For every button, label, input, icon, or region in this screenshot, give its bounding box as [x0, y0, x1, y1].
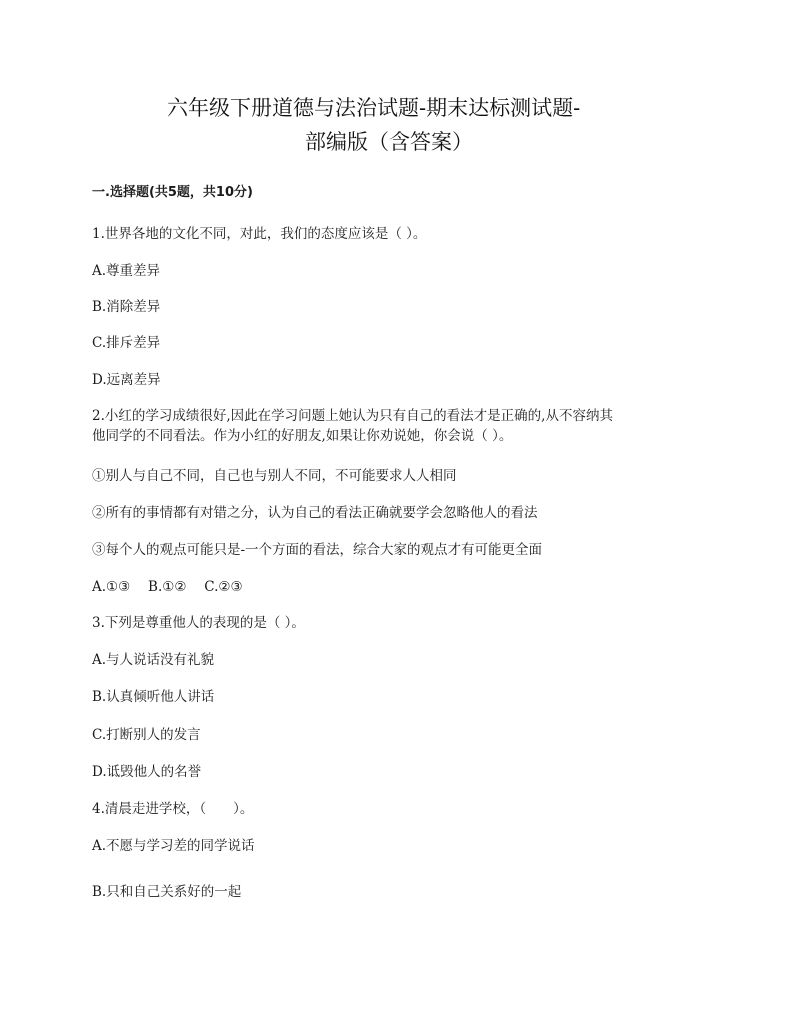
document-title-line-2: 部编版（含答案） — [305, 130, 473, 154]
question-1-stem: 1.世界各地的文化不同，对此，我们的态度应该是（ ）。 — [92, 226, 427, 242]
question-4-stem: 4.清晨走进学校，（ ）。 — [92, 801, 254, 817]
question-4-option-a: A.不愿与学习差的同学说话 — [92, 838, 255, 854]
question-2-stem — [92, 406, 702, 446]
question-2-options: A.①③ B.①② C.②③ — [92, 579, 243, 595]
question-3-stem: 3.下列是尊重他人的表现的是（ ）。 — [92, 615, 305, 631]
question-1-option-d: D.远离差异 — [92, 372, 161, 388]
question-1-option-a: A.尊重差异 — [92, 263, 161, 279]
question-2-stem-line-1: 2.小红的学习成绩很好,因此在学习问题上她认为只有自己的看法才是正确的,从不容纳其 — [92, 408, 613, 424]
question-4-option-b: B.只和自己关系好的一起 — [92, 884, 242, 900]
question-1-option-c: C.排斥差异 — [92, 335, 161, 351]
question-1-option-b: B.消除差异 — [92, 299, 161, 315]
question-2-statement-3: ③每个人的观点可能只是-一个方面的看法，综合大家的观点才有可能更全面 — [92, 542, 543, 558]
question-2-statement-1: ①别人与自己不同，自己也与别人不同，不可能要求人人相同 — [92, 468, 457, 484]
question-3-option-b: B.认真倾听他人讲话 — [92, 689, 215, 705]
question-2-statement-2: ②所有的事情都有对错之分，认为自己的看法正确就要学会忽略他人的看法 — [92, 505, 538, 521]
section-heading: 一.选择题(共5题，共10分) — [92, 185, 253, 200]
question-3-option-c: C.打断别人的发言 — [92, 727, 201, 743]
document-title-line-1: 六年级下册道德与法治试题-期末达标测试题- — [167, 96, 581, 120]
question-3-option-a: A.与人说话没有礼貌 — [92, 652, 215, 668]
question-3-option-d: D.诋毁他人的名誉 — [92, 764, 202, 780]
question-2-stem-line-2: 他同学的不同看法。作为小红的好朋友,如果让你劝说她，你会说（ ）。 — [92, 428, 513, 444]
